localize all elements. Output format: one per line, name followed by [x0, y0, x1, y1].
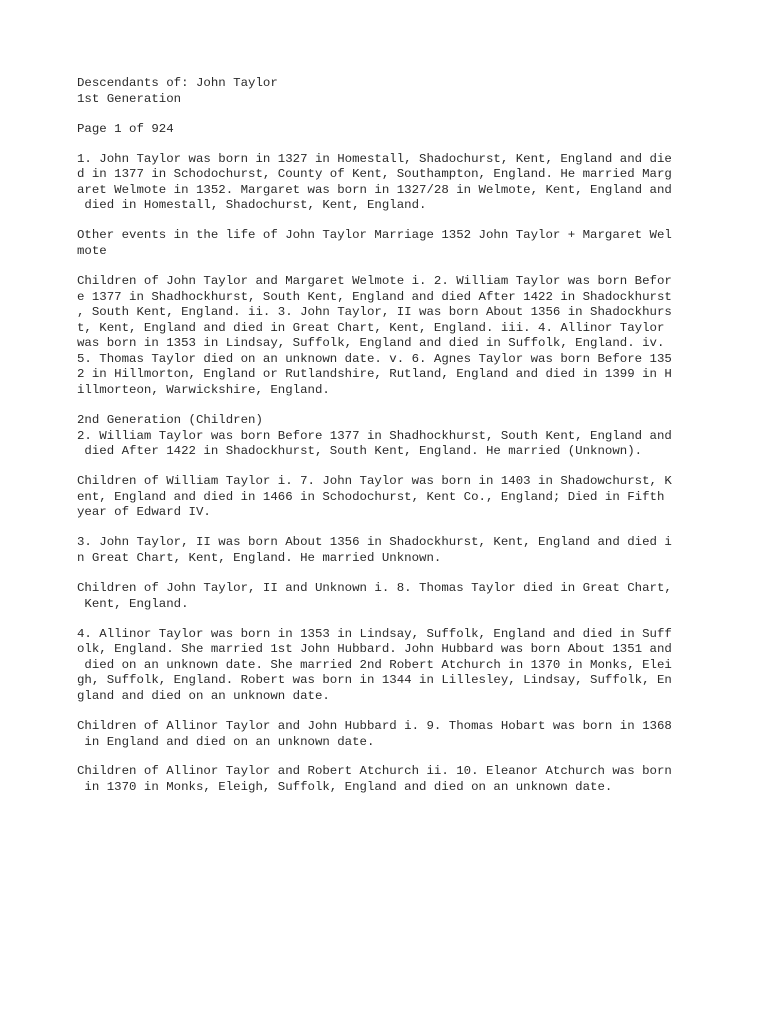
paragraph-line: olk, England. She married 1st John Hubbard. John Hubbard was born About 1351 and — [77, 642, 672, 657]
paragraph-line: , South Kent, England. ii. 3. John Taylor, II was born About 1356 in Shadockhurs — [77, 305, 672, 320]
paragraph-line: was born in 1353 in Lindsay, Suffolk, England and died in Suffolk, England. iv. — [77, 336, 665, 351]
paragraph-line: d in 1377 in Schodochurst, County of Kent, Southampton, England. He married Marg — [77, 167, 672, 182]
paragraph-line: Kent, England. — [77, 596, 189, 611]
generation-heading: 1st Generation — [77, 91, 182, 106]
paragraph-line: 1. John Taylor was born in 1327 in Homestall, Shadochurst, Kent, England and die — [77, 151, 672, 166]
spacer — [77, 750, 697, 764]
paragraph-line: Children of Allinor Taylor and Robert Atchurch ii. 10. Eleanor Atchurch was born — [77, 764, 672, 779]
paragraph — [77, 719, 697, 750]
paragraph-line: year of Edward IV. — [77, 505, 211, 520]
paragraph-line: Other events in the life of John Taylor Marriage 1352 John Taylor + Margaret Wel — [77, 228, 672, 243]
paragraph-line: gh, Suffolk, England. Robert was born in 1344 in Lillesley, Lindsay, Suffolk, En — [77, 673, 672, 688]
paragraph-line: died After 1422 in Shadockhurst, South Kent, England. He married (Unknown). — [77, 444, 643, 459]
paragraph-line: 3. John Taylor, II was born About 1356 in Shadockhurst, Kent, England and died i — [77, 535, 672, 550]
paragraph-line: Children of William Taylor i. 7. John Taylor was born in 1403 in Shadowchurst, K — [77, 474, 672, 489]
document-page — [77, 76, 697, 796]
paragraph-line: e 1377 in Shadhockhurst, South Kent, England and died After 1422 in Shadockhurst — [77, 289, 672, 304]
document-title: Descendants of: John Taylor — [77, 76, 278, 90]
spacer — [77, 137, 697, 151]
paragraph-line: 5. Thomas Taylor died on an unknown date. v. 6. Agnes Taylor was born Before 135 — [77, 351, 672, 366]
paragraph-line: 4. Allinor Taylor was born in 1353 in Lindsay, Suffolk, England and died in Suff — [77, 626, 672, 641]
paragraph-line: died on an unknown date. She married 2nd Robert Atchurch in 1370 in Monks, Elei — [77, 657, 672, 672]
paragraph — [77, 764, 697, 795]
spacer — [77, 399, 697, 413]
page-number: Page 1 of 924 — [77, 121, 174, 136]
spacer — [77, 214, 697, 228]
spacer — [77, 705, 697, 719]
paragraph-line: illmorteon, Warwickshire, England. — [77, 383, 330, 398]
document-header — [77, 76, 697, 107]
paragraph-line: Children of John Taylor and Margaret Welmote i. 2. William Taylor was born Befor — [77, 273, 672, 288]
paragraph — [77, 274, 697, 399]
paragraph-line: in England and died on an unknown date. — [77, 734, 375, 749]
paragraph-line: mote — [77, 243, 107, 258]
paragraph — [77, 474, 697, 521]
paragraph-line: 2. William Taylor was born Before 1377 in Shadhockhurst, South Kent, England and — [77, 428, 672, 443]
paragraph-line: Children of John Taylor, II and Unknown i. 8. Thomas Taylor died in Great Chart, — [77, 580, 672, 595]
paragraph-line: ent, England and died in 1466 in Schodochurst, Kent Co., England; Died in Fifth — [77, 489, 665, 504]
spacer — [77, 107, 697, 121]
paragraph — [77, 152, 697, 214]
paragraph — [77, 581, 697, 612]
paragraph-line: Children of Allinor Taylor and John Hubbard i. 9. Thomas Hobart was born in 1368 — [77, 718, 672, 733]
spacer — [77, 612, 697, 626]
paragraph-line: gland and died on an unknown date. — [77, 688, 330, 703]
paragraph-line: t, Kent, England and died in Great Chart, Kent, England. iii. 4. Allinor Taylor — [77, 320, 665, 335]
paragraph-line: in 1370 in Monks, Eleigh, Suffolk, England and died on an unknown date. — [77, 780, 613, 795]
paragraph-line: 2 in Hillmorton, England or Rutlandshire, Rutland, England and died in 1399 in H — [77, 367, 672, 382]
paragraph-line: died in Homestall, Shadochurst, Kent, England. — [77, 198, 427, 213]
spacer — [77, 260, 697, 274]
paragraph — [77, 627, 697, 705]
paragraph-line: aret Welmote in 1352. Margaret was born in 1327/28 in Welmote, Kent, England and — [77, 182, 672, 197]
paragraph — [77, 535, 697, 566]
paragraph-line: n Great Chart, Kent, England. He married Unknown. — [77, 550, 442, 565]
spacer — [77, 521, 697, 535]
document-body — [77, 137, 697, 796]
spacer — [77, 460, 697, 474]
paragraph-line: 2nd Generation (Children) — [77, 413, 263, 428]
paragraph — [77, 413, 697, 460]
spacer — [77, 567, 697, 581]
paragraph — [77, 228, 697, 259]
